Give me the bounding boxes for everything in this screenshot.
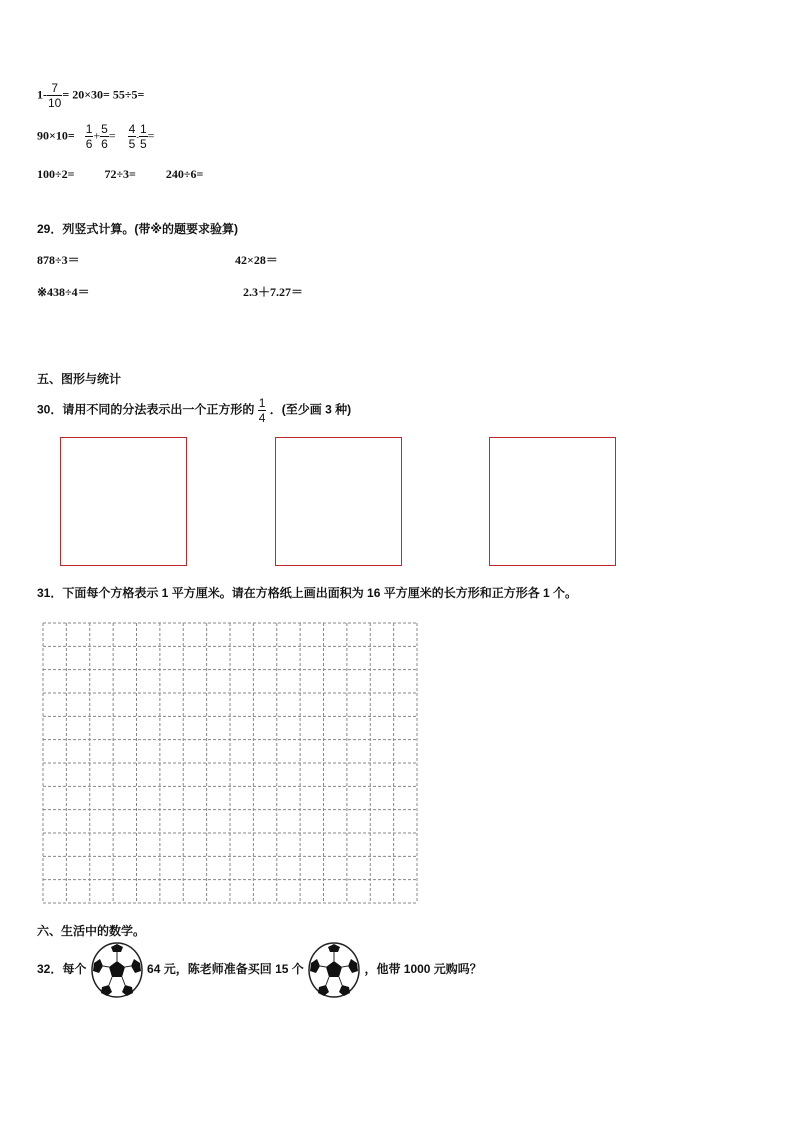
q32-part-1: 32．每个 <box>37 962 87 976</box>
calc-2: 20×30= <box>72 87 110 102</box>
q31-text: 31．下面每个方格表示 1 平方厘米。请在方格纸上画出面积为 16 平方厘米的长方形和正方形各 1 个。 <box>37 586 578 600</box>
section-6-title: 六、生活中的数学。 <box>37 924 146 938</box>
q32-text <box>37 939 482 999</box>
oral-calc-row-3 <box>37 167 203 182</box>
square-drawing-area-1[interactable] <box>60 437 187 566</box>
fraction-5-6 <box>100 123 109 150</box>
q32-part-3: ，他带 1000 元购吗？ <box>364 962 482 976</box>
fraction-numerator: 1 <box>258 396 266 410</box>
fraction-denominator: 6 <box>101 137 108 151</box>
calc-6: 72÷3= <box>104 167 136 181</box>
plus-operator: + <box>93 128 101 143</box>
section-5-title: 五、图形与统计 <box>37 372 122 386</box>
calc-3: 55÷5= <box>112 87 145 102</box>
fraction-1-5 <box>139 123 148 150</box>
q30-text <box>37 397 351 424</box>
fraction-numerator: 1 <box>85 122 93 136</box>
oral-calc-row-2 <box>37 123 154 150</box>
fraction-denominator: 5 <box>139 137 147 151</box>
q30-prefix: 30．请用不同的分法表示出一个正方形的 <box>37 402 255 417</box>
calc-4: 90×10= <box>37 128 75 143</box>
q29-item-c: ※438÷4＝ <box>37 285 90 299</box>
fraction-numerator: 5 <box>101 122 108 136</box>
q32-part-2: 64 元，陈老师准备买回 15 个 <box>147 962 304 976</box>
fraction-numerator: 4 <box>128 122 136 136</box>
fraction-1-4 <box>258 397 267 424</box>
q29-item-a: 878÷3＝ <box>37 253 80 267</box>
fraction-denominator: 6 <box>85 137 93 151</box>
fraction-7-10 <box>47 82 62 109</box>
calc-5: 100÷2= <box>37 167 75 181</box>
minus-operator: - <box>136 132 139 142</box>
q29-item-b: 42×28＝ <box>235 253 278 267</box>
calc-1-suffix: = <box>62 87 70 102</box>
fraction-denominator: 10 <box>48 96 62 110</box>
fraction-denominator: 5 <box>128 137 136 151</box>
oral-calc-row-1 <box>37 82 144 109</box>
q29-item-d: 2.3＋7.27＝ <box>243 285 304 299</box>
grid-paper[interactable] <box>42 622 418 904</box>
q29-title: 29．列竖式计算。(带※的题要求验算) <box>37 222 239 236</box>
square-drawing-area-2[interactable] <box>275 437 402 566</box>
calc-7: 240÷6= <box>165 167 204 181</box>
fraction-numerator: 7 <box>47 82 62 96</box>
soccer-ball-icon <box>90 941 144 999</box>
square-drawing-area-3[interactable] <box>489 437 616 566</box>
soccer-ball-icon <box>307 941 361 999</box>
equals-sign: = <box>108 128 116 143</box>
fraction-numerator: 1 <box>139 122 147 136</box>
equals-sign: = <box>147 128 155 143</box>
fraction-4-5 <box>128 123 137 150</box>
fraction-denominator: 4 <box>258 411 266 425</box>
q30-suffix: ．(至少画 3 种) <box>269 402 352 417</box>
calc-1-prefix: 1- <box>37 87 47 102</box>
